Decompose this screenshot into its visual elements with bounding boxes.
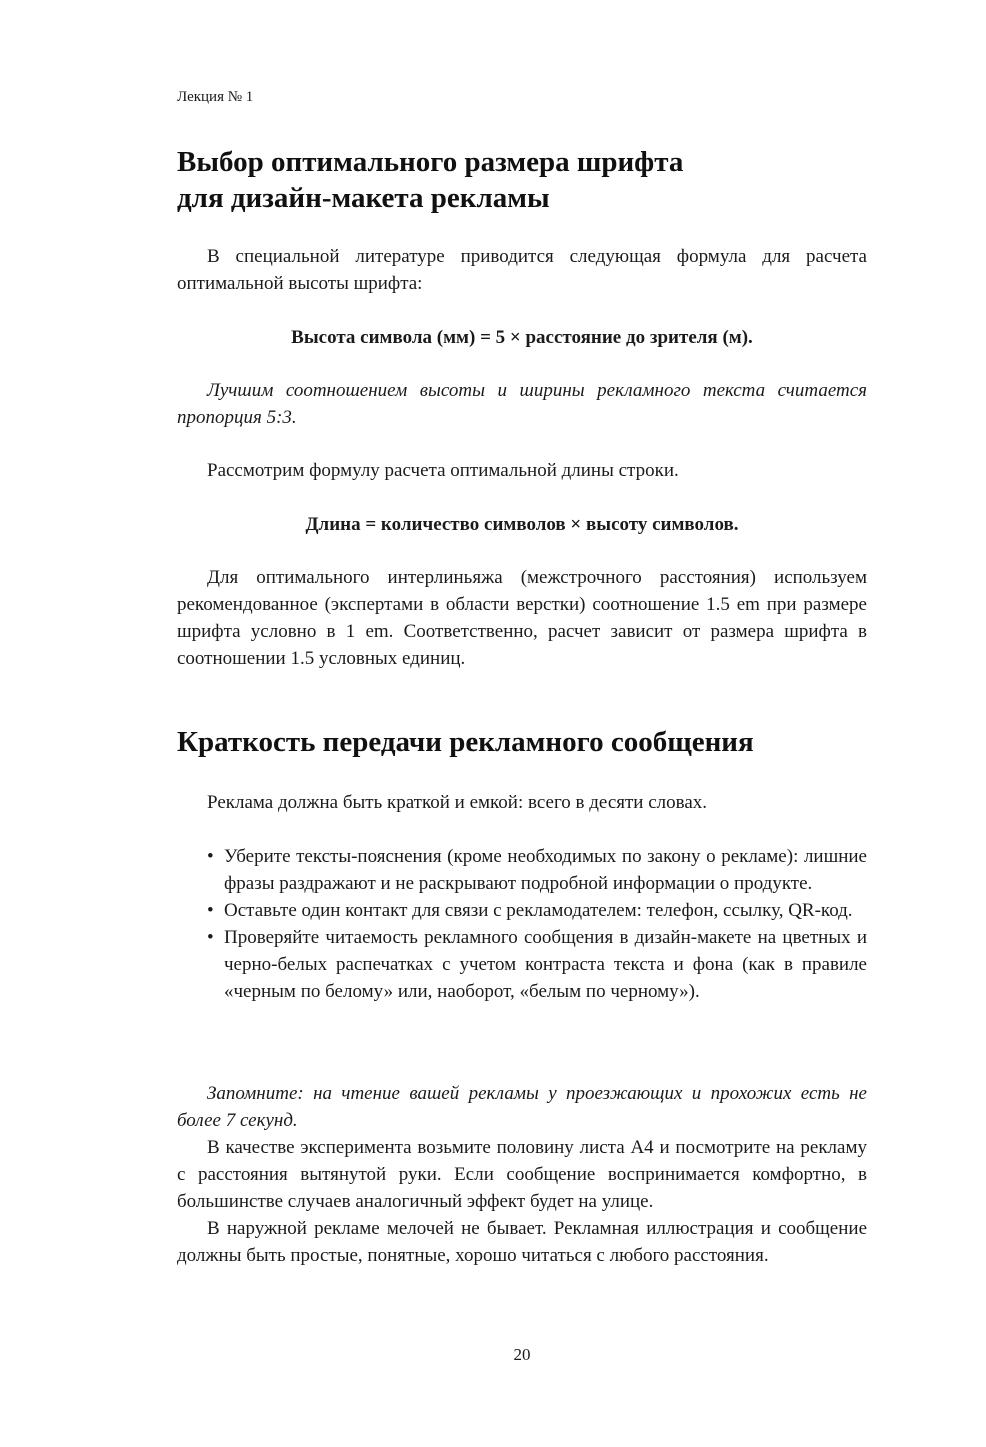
section-title-line-1: Выбор оптимального размера шрифта xyxy=(177,146,684,178)
list-item: • Оставьте один контакт для связи с рекламодателем: телефон, ссылку, QR-код. xyxy=(207,897,867,924)
section-title-font-size xyxy=(177,144,867,216)
paragraph-brevity-intro: Реклама должна быть краткой и емкой: всего в десяти словах. xyxy=(207,792,708,813)
paragraph-proportion: Лучшим соотношением высоты и ширины рекламного текста считается пропорция 5:3. xyxy=(177,380,867,428)
formula-symbol-height: Высота символа (мм) = 5 × расстояние до зрителя (м). xyxy=(291,327,753,348)
document-page xyxy=(177,0,867,1447)
bullet-icon: • xyxy=(207,900,214,921)
bullet-icon: • xyxy=(207,846,214,867)
paragraph-experiment: В качестве эксперимента возьмите половину листа А4 и посмотрите на рекламу с расстояния вытянутой руки. Если сообщение воспринимается комфортно, в большинстве случаев аналогичный эффект будет на улице. xyxy=(177,1137,867,1212)
running-head: Лекция № 1 xyxy=(177,89,254,105)
paragraph-leading: Для оптимального интерлиньяжа (межстрочного расстояния) используем рекомендованное (экспертами в области верстки) соотношение 1.5 em при размере шрифта условно в 1 em. Соответственно, расчет зависит от размера шрифта в соотношении 1.5 условных единиц. xyxy=(177,567,867,669)
paragraph-outdoor: В наружной рекламе мелочей не бывает. Рекламная иллюстрация и сообщение должны быть простые, понятные, хорошо читаться с любого расстояния. xyxy=(177,1218,867,1266)
page-number: 20 xyxy=(513,1345,531,1364)
list-item: • Проверяйте читаемость рекламного сообщения в дизайн-макете на цветных и черно-белых распечатках с учетом контраста текста и фона (как в правиле «черным по белому» или, наоборот, «белым по черному»). xyxy=(207,924,867,1005)
list-item: • Уберите тексты-пояснения (кроме необходимых по закону о рекламе): лишние фразы раздражают и не раскрывают подробной информации о продукте. xyxy=(207,843,867,897)
formula-line-length: Длина = количество символов × высоту символов. xyxy=(305,514,739,535)
tips-list xyxy=(207,843,867,1005)
bullet-icon: • xyxy=(207,927,214,948)
paragraph-line-length: Рассмотрим формулу расчета оптимальной длины строки. xyxy=(207,460,679,481)
paragraph-remember: Запомните: на чтение вашей рекламы у проезжающих и прохожих есть не более 7 секунд. xyxy=(177,1083,867,1131)
section-title-brevity: Краткость передачи рекламного сообщения xyxy=(177,726,754,758)
paragraph-formula-intro: В специальной литературе приводится следующая формула для расчета оптимальной высоты шрифта: xyxy=(177,246,867,294)
section-title-line-2: для дизайн-макета рекламы xyxy=(177,182,550,214)
